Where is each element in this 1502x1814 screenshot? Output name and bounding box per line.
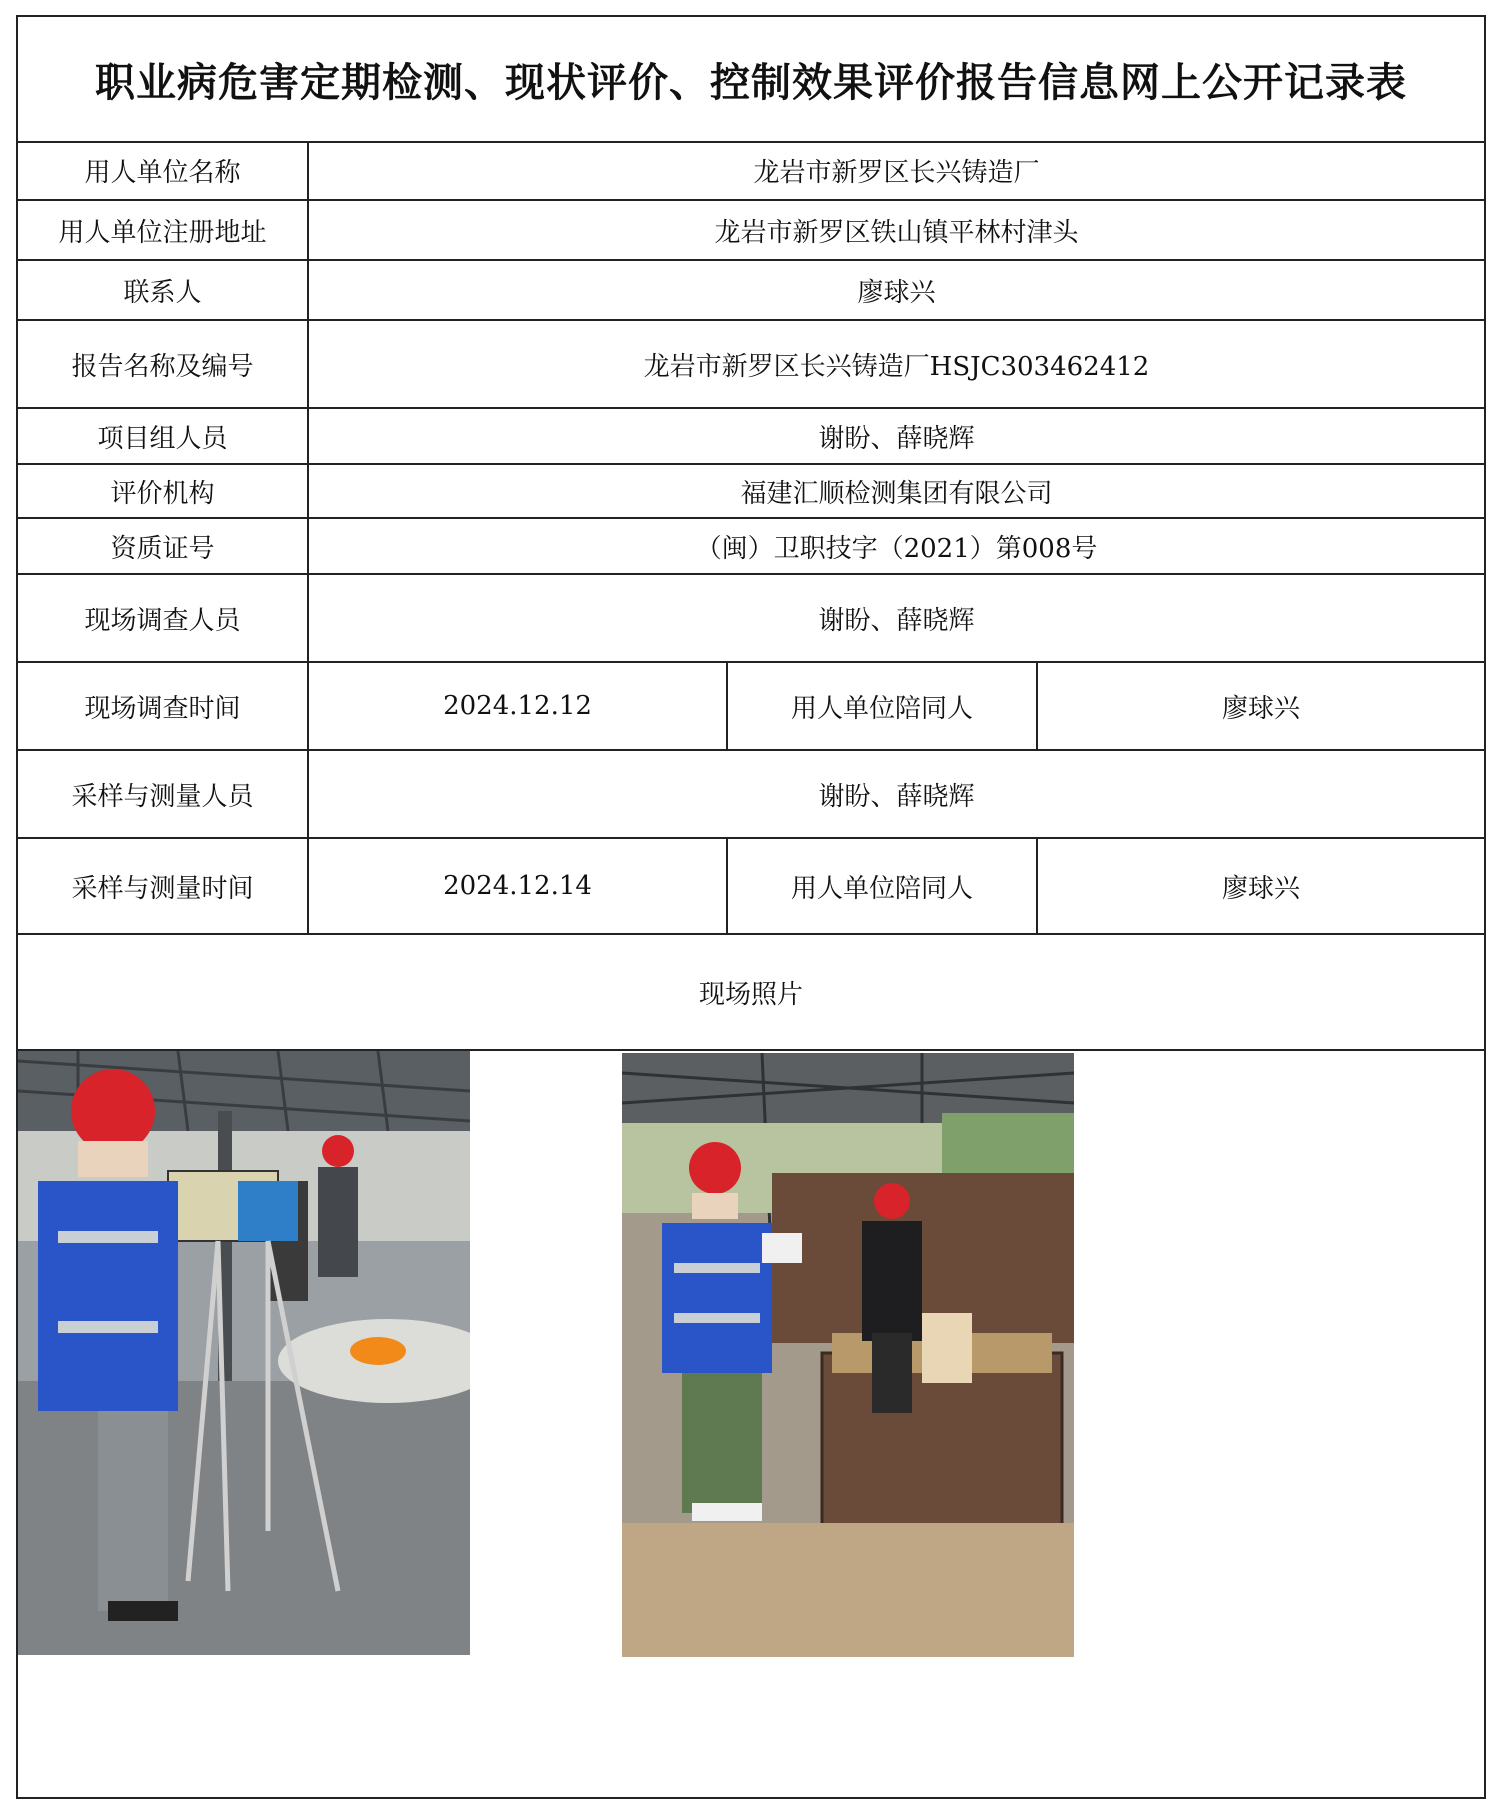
- row-sampling-staff: [18, 751, 1484, 839]
- value-survey-staff: 谢盼、薛晓辉: [818, 605, 975, 636]
- row-report: [18, 321, 1484, 409]
- site-photo-furnace: [18, 1051, 470, 1655]
- label-survey-staff: 现场调查人员: [18, 575, 309, 661]
- label-sampling-staff: 采样与测量人员: [18, 751, 309, 837]
- row-survey-staff: [18, 575, 1484, 663]
- site-photo-molding-drawing: [622, 1053, 1074, 1657]
- label-contact: 联系人: [18, 261, 309, 319]
- value-sampling-escort: 廖球兴: [1221, 873, 1300, 904]
- row-employer-address: [18, 201, 1484, 261]
- row-employer-name: [18, 141, 1484, 201]
- label-survey-escort: 用人单位陪同人: [728, 663, 1038, 749]
- value-evaluator: 福建汇顺检测集团有限公司: [740, 478, 1053, 509]
- row-survey-time: [18, 663, 1484, 751]
- value-contact: 廖球兴: [857, 277, 936, 308]
- label-sampling-time: 采样与测量时间: [18, 839, 309, 933]
- value-survey-escort: 廖球兴: [1221, 693, 1300, 724]
- row-certificate: [18, 519, 1484, 575]
- label-employer-address: 用人单位注册地址: [18, 201, 309, 259]
- row-project-team: [18, 409, 1484, 465]
- row-contact: [18, 261, 1484, 321]
- value-report: 龙岩市新罗区长兴铸造厂HSJC303462412: [643, 351, 1150, 382]
- value-certificate: （闽）卫职技字（2021）第008号: [695, 533, 1098, 564]
- value-employer-address: 龙岩市新罗区铁山镇平林村津头: [714, 217, 1079, 248]
- label-report: 报告名称及编号: [18, 321, 309, 407]
- label-project-team: 项目组人员: [18, 409, 309, 463]
- photos-title: 现场照片: [18, 935, 1484, 1051]
- site-photo-furnace-drawing: [18, 1051, 470, 1655]
- page-title: 职业病危害定期检测、现状评价、控制效果评价报告信息网上公开记录表: [18, 17, 1484, 143]
- value-sampling-time: 2024.12.14: [309, 839, 728, 933]
- label-employer-name: 用人单位名称: [18, 141, 309, 199]
- value-project-team: 谢盼、薛晓辉: [818, 423, 975, 454]
- value-employer-name: 龙岩市新罗区长兴铸造厂: [753, 157, 1040, 188]
- label-sampling-escort: 用人单位陪同人: [728, 839, 1038, 933]
- record-table: [16, 15, 1486, 1799]
- row-evaluator: [18, 465, 1484, 519]
- value-survey-time: 2024.12.12: [309, 663, 728, 749]
- label-survey-time: 现场调查时间: [18, 663, 309, 749]
- label-certificate: 资质证号: [18, 519, 309, 573]
- site-photo-molding: [622, 1053, 1074, 1657]
- row-sampling-time: [18, 839, 1484, 935]
- label-evaluator: 评价机构: [18, 465, 309, 517]
- value-sampling-staff: 谢盼、薛晓辉: [818, 781, 975, 812]
